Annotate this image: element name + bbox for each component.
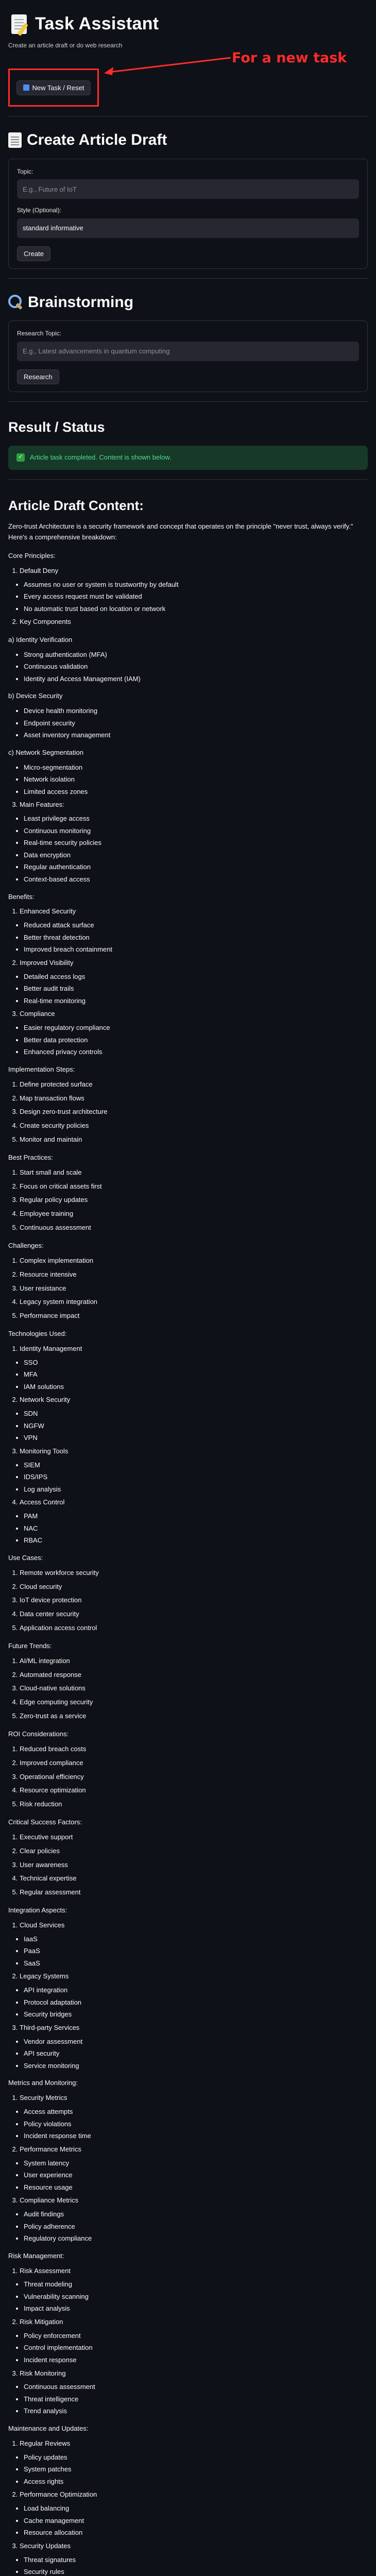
bullet-item: • Resource usage — [24, 2183, 368, 2192]
bullet-item: • System patches — [24, 2465, 368, 2474]
divider — [8, 401, 368, 402]
page-icon — [8, 132, 22, 148]
list-item: 1. Complex implementation — [20, 1256, 368, 1266]
numbered-group — [8, 1498, 368, 1507]
bullet-item: • Network isolation — [24, 775, 368, 784]
bullet-item: • MFA — [24, 1370, 368, 1379]
sub-bullet-list — [8, 1935, 368, 1968]
style-label: Style (Optional): — [17, 207, 62, 214]
sub-bullet-list — [8, 580, 368, 614]
list-item: 1. Define protected surface — [20, 1080, 368, 1090]
numbered-group — [8, 2093, 368, 2103]
section-heading: Maintenance and Updates: — [8, 2424, 89, 2432]
list-item: 5. Monitor and maintain — [20, 1135, 368, 1145]
bullet-item: • Access rights — [24, 2477, 368, 2486]
bullet-item: • Continuous validation — [24, 662, 368, 671]
metrics-list — [8, 2093, 368, 2243]
bullet-item: • NGFW — [24, 1421, 368, 1431]
bullet-item: • Improved breach containment — [24, 945, 368, 954]
check-icon: ✓ — [16, 453, 25, 462]
numbered-item: 3. Risk Monitoring — [20, 2369, 368, 2379]
list-item: 1. AI/ML integration — [20, 1656, 368, 1666]
bullet-item: • PaaS — [24, 1946, 368, 1956]
numbered-group — [8, 907, 368, 917]
numbered-item: 2. Network Security — [20, 1395, 368, 1405]
section-heading: c) Network Segmentation — [8, 748, 83, 756]
bullet-item: • Threat signatures — [24, 2555, 368, 2565]
bullet-item: • SIEM — [24, 1461, 368, 1470]
bullet-item: • SaaS — [24, 1959, 368, 1968]
bullet-item: • Asset inventory management — [24, 731, 368, 740]
challenges-list — [8, 1256, 368, 1321]
bullet-item: • Micro-segmentation — [24, 763, 368, 772]
bullet-item: • Policy violations — [24, 2120, 368, 2129]
numbered-item: 3. Compliance Metrics — [20, 2196, 368, 2206]
section-heading: Challenges: — [8, 1242, 44, 1249]
list-item: 4. Technical expertise — [20, 1874, 368, 1884]
create-section-title-text: Create Article Draft — [27, 131, 167, 149]
numbered-item: 1. Enhanced Security — [20, 907, 368, 917]
sub-bullet-list — [8, 2280, 368, 2313]
list-item: 4. Legacy system integration — [20, 1297, 368, 1307]
numbered-group — [8, 1344, 368, 1354]
list-item: 5. Zero-trust as a service — [20, 1711, 368, 1721]
best-practices-list — [8, 1168, 368, 1233]
numbered-item: 3. Monitoring Tools — [20, 1447, 368, 1456]
list-item: 2. Automated response — [20, 1670, 368, 1680]
use-cases-list — [8, 1568, 368, 1633]
numbered-item: 2. Legacy Systems — [20, 1972, 368, 1981]
section-heading: Best Practices: — [8, 1153, 53, 1161]
annotation-arrow-icon — [102, 56, 232, 76]
numbered-item: 2. Risk Mitigation — [20, 2317, 368, 2327]
list-item: 2. Map transaction flows — [20, 1094, 368, 1104]
section-heading: Benefits: — [8, 892, 35, 901]
bullet-item: • Policy enforcement — [24, 2331, 368, 2341]
sub-bullet-list — [8, 921, 368, 954]
list-item: 5. Application access control — [20, 1623, 368, 1633]
device-security-list — [8, 706, 368, 740]
bullet-item: • Assumes no user or system is trustworthy by default — [24, 580, 368, 589]
identity-verification-list — [8, 650, 368, 684]
bullet-item: • Strong authentication (MFA) — [24, 650, 368, 659]
bullet-item: • SDN — [24, 1409, 368, 1418]
numbered-item: 3. Compliance — [20, 1009, 368, 1019]
research-topic-input[interactable] — [17, 342, 359, 361]
bullet-item: • VPN — [24, 1433, 368, 1443]
numbered-group — [8, 2439, 368, 2449]
bullet-item: • Load balancing — [24, 2504, 368, 2513]
bullet-item: • System latency — [24, 2159, 368, 2168]
numbered-group — [8, 958, 368, 968]
sub-bullet-list — [8, 2159, 368, 2192]
sub-bullet-list — [8, 972, 368, 1006]
sub-bullet-list — [8, 2453, 368, 2486]
numbered-item: 1. Risk Assessment — [20, 2266, 368, 2276]
magnifier-icon — [8, 295, 23, 309]
sub-bullet-list — [8, 1512, 368, 1545]
bullet-item: • Real-time monitoring — [24, 996, 368, 1006]
bullet-item: • Enhanced privacy controls — [24, 1047, 368, 1057]
bullet-item: • User experience — [24, 2171, 368, 2180]
list-item: 3. Cloud-native solutions — [20, 1684, 368, 1693]
numbered-group — [8, 617, 368, 627]
numbered-group — [8, 1395, 368, 1405]
numbered-group — [8, 1009, 368, 1019]
technologies-list — [8, 1344, 368, 1545]
divider — [8, 479, 368, 480]
divider — [8, 278, 368, 279]
article-content — [8, 521, 368, 2576]
section-heading: b) Device Security — [8, 692, 63, 700]
list-item: 2. Cloud security — [20, 1582, 368, 1592]
bullet-item: • Real-time security policies — [24, 838, 368, 848]
list-item: 1. Reduced breach costs — [20, 1744, 368, 1754]
bullet-item: • IDS/IPS — [24, 1472, 368, 1482]
sub-bullet-list — [8, 2037, 368, 2071]
bullet-item: • SSO — [24, 1358, 368, 1367]
list-item: 2. Resource intensive — [20, 1270, 368, 1280]
list-item: 1. Remote workforce security — [20, 1568, 368, 1578]
success-alert — [8, 446, 368, 470]
network-segmentation-list — [8, 763, 368, 796]
list-item: 3. User resistance — [20, 1284, 368, 1294]
numbered-item: 1. Security Metrics — [20, 2093, 368, 2103]
list-item: 4. Data center security — [20, 1609, 368, 1619]
app-subtitle: Create an article draft or do web research — [8, 42, 123, 49]
bullet-item: • Resource allocation — [24, 2528, 368, 2537]
bullet-item: • Device health monitoring — [24, 706, 368, 716]
success-factors-list — [8, 1833, 368, 1897]
success-message: Article task completed. Content is shown below. — [30, 453, 172, 461]
bullet-item: • Continuous monitoring — [24, 826, 368, 836]
maintenance-list — [8, 2439, 368, 2576]
numbered-group — [8, 2266, 368, 2276]
bullet-item: • Better threat detection — [24, 933, 368, 942]
numbered-group — [8, 2369, 368, 2379]
list-item: 5. Risk reduction — [20, 1800, 368, 1809]
main-features-list — [8, 800, 368, 884]
list-item: 5. Regular assessment — [20, 1888, 368, 1897]
bullet-item: • Regulatory compliance — [24, 2234, 368, 2243]
create-article-form — [8, 159, 368, 269]
research-button[interactable]: Research — [17, 369, 59, 384]
section-heading: Core Principles: — [8, 551, 56, 560]
section-heading: Future Trends: — [8, 1641, 52, 1650]
bullet-item: • PAM — [24, 1512, 368, 1521]
list-item: 3. Operational efficiency — [20, 1772, 368, 1782]
numbered-group — [8, 2145, 368, 2155]
sub-bullet-list — [8, 1986, 368, 2019]
bullet-item: • Endpoint security — [24, 719, 368, 728]
sub-bullet-list — [8, 2210, 368, 2243]
sub-bullet-list — [8, 2382, 368, 2416]
bullet-item: • Context-based access — [24, 875, 368, 884]
bullet-item: • Trend analysis — [24, 2406, 368, 2416]
list-item: 3. Regular policy updates — [20, 1195, 368, 1205]
numbered-group — [8, 1447, 368, 1456]
list-item: 3. User awareness — [20, 1860, 368, 1870]
create-section-title — [8, 129, 368, 151]
bullet-item: • API integration — [24, 1986, 368, 1995]
topic-label: Topic: — [17, 167, 33, 175]
result-title: Result / Status — [8, 419, 105, 435]
list-item: 3. Design zero-trust architecture — [20, 1107, 368, 1117]
bullet-item: • Security rules — [24, 2567, 368, 2576]
sub-bullet-list — [8, 1358, 368, 1392]
bullet-item: • Regular authentication — [24, 862, 368, 872]
bullet-item: • NAC — [24, 1524, 368, 1533]
bullet-item: • Incident response — [24, 2355, 368, 2365]
bullet-item: • Detailed access logs — [24, 972, 368, 981]
bullet-item: • API security — [24, 2049, 368, 2058]
bullet-item: • Least privilege access — [24, 814, 368, 823]
bullet-item: • Incident response time — [24, 2131, 368, 2141]
section-heading: Implementation Steps: — [8, 1065, 75, 1073]
list-item: 4. Resource optimization — [20, 1786, 368, 1795]
benefits-list — [8, 907, 368, 1056]
research-topic-label: Research Topic: — [17, 330, 61, 337]
numbered-group — [8, 800, 368, 810]
bullet-item: • Data encryption — [24, 851, 368, 860]
numbered-group — [8, 1921, 368, 1930]
future-trends-list — [8, 1656, 368, 1721]
style-input[interactable] — [17, 218, 359, 238]
bullet-item: • Control implementation — [24, 2343, 368, 2352]
numbered-item: 1. Cloud Services — [20, 1921, 368, 1930]
bullet-item: • RBAC — [24, 1536, 368, 1545]
bullet-item: • Reduced attack surface — [24, 921, 368, 930]
list-item: 4. Edge computing security — [20, 1698, 368, 1707]
brainstorm-form — [8, 320, 368, 392]
list-item: 4. Create security policies — [20, 1121, 368, 1131]
numbered-group — [8, 1972, 368, 1981]
section-heading: Use Cases: — [8, 1553, 43, 1562]
reset-button-label: New Task / Reset — [32, 83, 84, 92]
bullet-item: • Continuous assessment — [24, 2382, 368, 2392]
annotation-label: For a new task — [232, 50, 347, 66]
topic-input[interactable] — [17, 179, 359, 199]
section-heading: Integration Aspects: — [8, 1906, 67, 1914]
list-item: 3. IoT device protection — [20, 1596, 368, 1605]
list-item: 5. Continuous assessment — [20, 1223, 368, 1233]
bullet-item: • Better data protection — [24, 1036, 368, 1045]
numbered-item: 3. Main Features: — [20, 800, 368, 810]
core-principles-list — [8, 566, 368, 627]
bullet-item: • Vulnerability scanning — [24, 2292, 368, 2301]
bullet-item: • Limited access zones — [24, 787, 368, 796]
bullet-item: • Cache management — [24, 2516, 368, 2526]
numbered-group — [8, 2490, 368, 2500]
bullet-item: • Threat modeling — [24, 2280, 368, 2289]
bullet-item: • Access attempts — [24, 2107, 368, 2116]
numbered-item: 2. Improved Visibility — [20, 958, 368, 968]
section-heading: Technologies Used: — [8, 1330, 67, 1338]
sub-bullet-list — [8, 2331, 368, 2365]
numbered-group — [8, 2541, 368, 2551]
bullet-item: • Every access request must be validated — [24, 592, 368, 601]
sub-bullet-list — [8, 2504, 368, 2537]
new-task-reset-button[interactable] — [16, 80, 91, 95]
bullet-item: • IaaS — [24, 1935, 368, 1944]
reset-highlight-box — [8, 69, 99, 107]
bullet-item: • Better audit trails — [24, 984, 368, 993]
sub-bullet-list — [8, 1461, 368, 1494]
bullet-item: • Identity and Access Management (IAM) — [24, 674, 368, 684]
bullet-item: • Policy adherence — [24, 2222, 368, 2231]
implementation-steps-list — [8, 1080, 368, 1145]
sub-bullet-list — [8, 1023, 368, 1057]
section-heading: Risk Management: — [8, 2251, 64, 2260]
brainstorm-section-title — [8, 291, 368, 314]
numbered-group — [8, 2317, 368, 2327]
app-header — [8, 0, 368, 40]
list-item: 1. Start small and scale — [20, 1168, 368, 1178]
bullet-item: • Log analysis — [24, 1485, 368, 1494]
numbered-group — [8, 2023, 368, 2033]
sub-bullet-list — [8, 2555, 368, 2576]
list-item: 2. Improved compliance — [20, 1758, 368, 1768]
section-heading: Metrics and Monitoring: — [8, 2079, 78, 2087]
brainstorm-section-title-text: Brainstorming — [28, 293, 134, 311]
section-heading: Critical Success Factors: — [8, 1818, 82, 1826]
bullet-item: • Easier regulatory compliance — [24, 1023, 368, 1032]
numbered-item: 1. Regular Reviews — [20, 2439, 368, 2449]
numbered-item: 2. Performance Metrics — [20, 2145, 368, 2155]
numbered-item: 3. Third-party Services — [20, 2023, 368, 2033]
article-intro: Zero-trust Architecture is a security framework and concept that operates on the principle "never trust, always verify." Here's a comprehensive breakdown: — [8, 522, 353, 541]
numbered-group — [8, 2196, 368, 2206]
refresh-icon — [23, 84, 29, 91]
bullet-item: • Impact analysis — [24, 2304, 368, 2313]
list-item: 5. Performance impact — [20, 1311, 368, 1321]
numbered-item: 4. Access Control — [20, 1498, 368, 1507]
article-title: Article Draft Content: — [8, 497, 144, 513]
numbered-item: 3. Security Updates — [20, 2541, 368, 2551]
section-heading: a) Identity Verification — [8, 636, 73, 643]
bullet-item: • No automatic trust based on location or network — [24, 604, 368, 614]
list-item: 4. Employee training — [20, 1209, 368, 1219]
sub-bullet-list — [8, 2107, 368, 2141]
bullet-item: • IAM solutions — [24, 1382, 368, 1392]
roi-list — [8, 1744, 368, 1809]
memo-icon — [8, 12, 30, 36]
list-item: 2. Focus on critical assets first — [20, 1182, 368, 1192]
list-item: 2. Clear policies — [20, 1846, 368, 1856]
numbered-item: 2. Key Components — [20, 617, 368, 627]
integration-list — [8, 1921, 368, 2070]
bullet-item: • Protocol adaptation — [24, 1998, 368, 2007]
risk-list — [8, 2266, 368, 2416]
numbered-group — [8, 566, 368, 576]
bullet-item: • Threat intelligence — [24, 2395, 368, 2404]
numbered-item: 2. Performance Optimization — [20, 2490, 368, 2500]
sub-bullet-list — [8, 814, 368, 884]
bullet-item: • Vendor assessment — [24, 2037, 368, 2046]
bullet-item: • Audit findings — [24, 2210, 368, 2219]
numbered-item: 1. Default Deny — [20, 566, 368, 576]
section-heading: ROI Considerations: — [8, 1730, 69, 1738]
create-button[interactable]: Create — [17, 246, 50, 261]
list-item: 1. Executive support — [20, 1833, 368, 1842]
bullet-item: • Security bridges — [24, 2010, 368, 2019]
bullet-item: • Service monitoring — [24, 2061, 368, 2071]
sub-bullet-list — [8, 1409, 368, 1443]
bullet-item: • Policy updates — [24, 2453, 368, 2462]
numbered-item: 1. Identity Management — [20, 1344, 368, 1354]
app-title: Task Assistant — [35, 14, 159, 34]
